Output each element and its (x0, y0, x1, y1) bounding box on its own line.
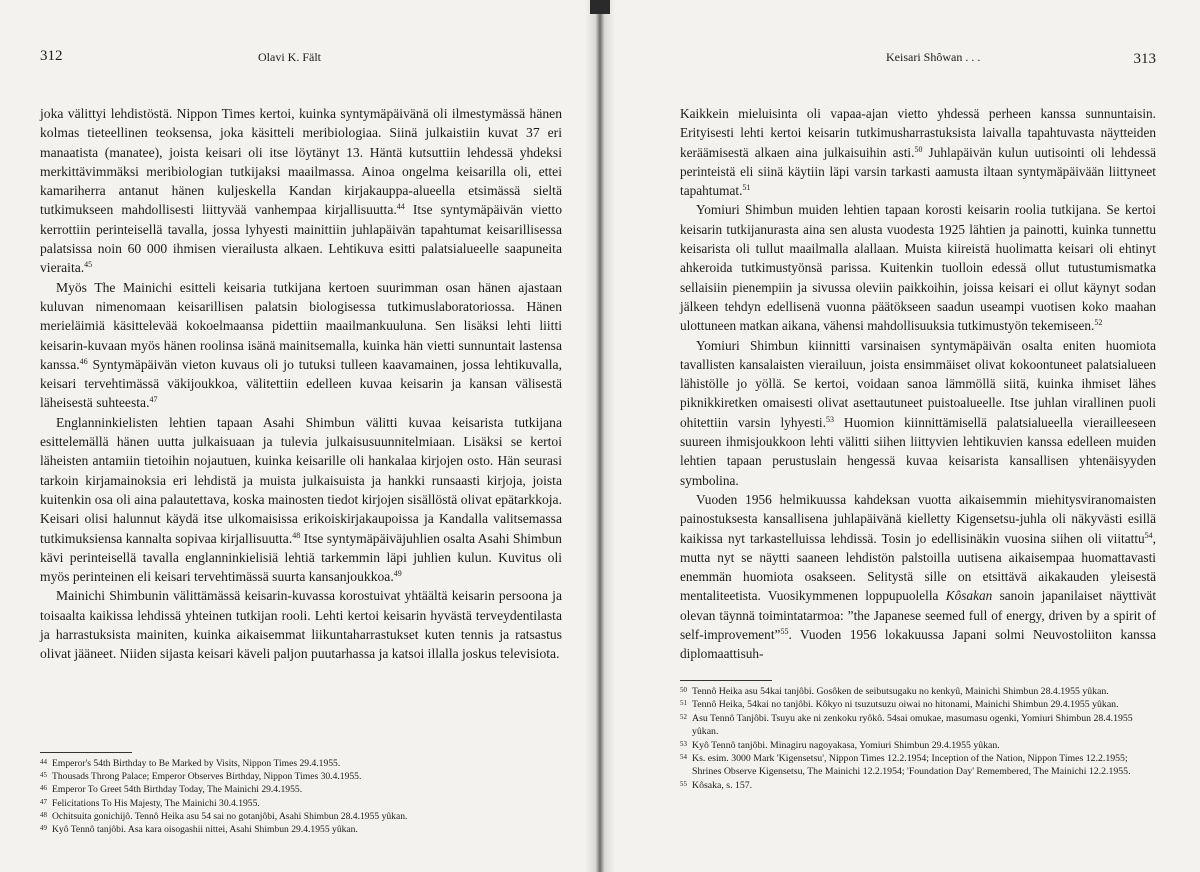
footnote-text: Ks. esim. 3000 Mark 'Kigensetsu', Nippon Times 12.2.1954; Inception of the Nation, Nippon Times 12.2.1955; Shrines Observe Kigensetsu, The Mainichi 12.2.1954; 'Foundation Day' Remembered, The Mainichi 12.2.1955. (692, 753, 1131, 778)
left-footnote-rule (40, 752, 132, 753)
paragraph: Vuoden 1956 helmikuussa kahdeksan vuotta aikaisemmin miehitysviranomaisten painostuksesta kansallisena juhlapäivänä kielletty Kigensetsu-juhla oli näkyvästi esillä kaikissa nyt tarkastelluissa lehdissä. Tosin jo edellisinäkin vuosina siihen oli viitattu$^{54}$, mutta nyt se näytti saaneen lehdistön palstoilla uutisena aikaisempaa huomattavasti enemmän huomiota osakseen. Selitystä sille on etsittävä aikakauden yleisestä mentaliteetista. Vuosikymmenen loppupuolella Kôsakan sanoin japanilaiset näyttivät olevan täynnä toimintatarmoa: ”the Japanese seemed full of energy, driven by a spirit of self-improvement”$^{55}$. Vuoden 1956 lokakuussa Japani solmi Neuvostoliiton kanssa diplomaattisuh- (680, 491, 1157, 662)
footnote-text: Asu Tennô Tanjôbi. Tsuyu ake ni zenkoku ryôkô. 54sai omukae, masumasu ogenki, Yomiuri Shimbun 28.4.1955 yûkan. (692, 712, 1133, 738)
footnote-text: Kôsaka, s. 157. (692, 779, 753, 791)
running-head-author: Olavi K. Fält (258, 50, 321, 64)
paragraph: Mainichi Shimbunin välittämässä keisarin-kuvassa korostuivat yhtäältä keisarin persoona ja toisaalta kaikissa lehdissä yhteinen tutkijan rooli. Lehti kertoi keisarin hyvästä terveydentilasta ja harrastuksista mainiten, kuinka aikaisemmat liikuntaharrastukset kuten tennis ja ratsastus olivat jääneet. Niiden sijasta keisari käveli paljon puutarhassa ja katsoi illalla joskus televisiota. (40, 588, 562, 662)
left-running-head (40, 48, 562, 68)
footnote (680, 779, 1156, 792)
paragraph: joka välittyi lehdistöstä. Nippon Times kertoi, kuinka syntymäpäivänä oli ilmestymässä hänen kolmas tieteellinen teoksensa, joka käsitteli meribiologiaa. Siinä julkaistiin kuvat 37 eri manaatista (manatee), joista keisari oli itse löytänyt 13. Häntä kutsuttiin lehdessä yhdeksi merkittävimmäksi meribiologian tutkijaksi maailmassa. Ainoa ongelma keisarilla oli, ettei kamariherra antanut hänen kuljeskella Kandan kirjakauppa-alueella etsimässä sieltä tutkimukseen mahdollisesti liittyvää vanhempaa kirjallisuutta.$^{44}$ Itse syntymäpäivän vietto kerrottiin perinteisellä tavalla, jossa lyhyesti mainittiin juhlapäivän tapahtumat keisarillisessa palatsissa noin 60 000 ihmisen vierailusta alkaen. Lehtikuva esitti palatsialueelle saapuneita vieraita.$^{45}$ (40, 106, 562, 276)
footnote-text: Thousads Throng Palace; Emperor Observes Birthday, Nippon Times 30.4.1955. (52, 771, 362, 783)
book-gutter-shadow (585, 0, 615, 872)
footnote-text: Felicitations To His Majesty, The Mainichi 30.4.1955. (52, 797, 260, 809)
footnote-text: Emperor To Greet 54th Birthday Today, The Mainichi 29.4.1955. (52, 784, 303, 796)
footnote-number: 52 (680, 712, 687, 721)
footnote (40, 783, 562, 796)
right-running-head (680, 48, 1156, 68)
footnote (40, 797, 562, 810)
footnote-number: 44 (40, 758, 47, 766)
footnote-text: Kyô Tennô tanjôbi. Asa kara oisogashii nittei, Asahi Shimbun 29.4.1955 yûkan. (52, 824, 358, 836)
page-number-right: 313 (1133, 51, 1156, 67)
footnote-text: Tennô Heika, 54kai no tanjôbi. Kôkyo ni tsuzutsuzu oiwai no hitonami, Mainichi Shimbun 29.4.1955 yûkan. (692, 699, 1119, 711)
footnote (40, 823, 562, 836)
footnote-text: Ochitsuita gonichijô. Tennô Heika asu 54 sai no gotanjôbi, Asahi Shimbun 28.4.1955 yûkan. (52, 810, 408, 822)
footnote-number: 54 (680, 753, 687, 762)
footnote (680, 739, 1156, 752)
footnote-number: 50 (680, 686, 687, 694)
footnote (40, 770, 562, 783)
footnote-number: 45 (40, 771, 47, 780)
footnote (680, 698, 1156, 711)
right-page (680, 0, 1156, 872)
footnote-number: 51 (680, 699, 687, 708)
left-footnotes (40, 757, 562, 836)
footnote (680, 685, 1156, 698)
left-page (40, 0, 562, 872)
right-footnote-rule (680, 680, 772, 681)
paragraph: Englanninkielisten lehtien tapaan Asahi Shimbun välitti kuvaa keisarista tutkijana esittelemällä hänen uutta julkaisuaan ja tulevia julkaisusuunnitelmiaan. Lisäksi se kertoi läheisten antamiin tietoihin nojautuen, kuinka keisarille oli hankalaa kirjojen osto. Hän seurasi tarkoin kirjamainoksia eri lehdistä ja muista julkaisuista ja hankki runsaasti kirjoja, joista kuitenkin osa oli aina palautettava, koska mainosten tiedot kirjojen sisällöstä olivat epätarkkoja. Keisari olisi halunnut käydä itse ulkomaisissa erikoiskirjakaupoissa ja Kandalla valitsemassa tutkimuksiensa kannalta sopivaa kirjallisuutta.$^{48}$ Itse syntymäpäiväjuhlien osalta Asahi Shimbun kävi perinteisellä tavalla englanninkielisiä lehtiä tarkemmin läpi juhlien kulun. Kuvitus oli myös perinteinen eli keisari tervehtimässä suurta kansanjoukkoa.$^{49}$ (40, 414, 562, 585)
footnote-text: Emperor's 54th Birthday to Be Marked by Visits, Nippon Times 29.4.1955. (52, 758, 341, 769)
footnote (40, 757, 562, 770)
paragraph: Myös The Mainichi esitteli keisaria tutkijana kertoen suurimman osan hänen ajastaan kuluvan nimenomaan keisarillisen palatsin biologisessa tutkimuslaboratoriossa. Hänen merieläimiä käsittelevää kokoelmaansa pidettiin maailmankuuluna. Sen lisäksi lehti liitti keisarin-kuvaan myös hänen roolinsa isänä mainitsemalla, kuinka hän vietti sunnuntait lastensa kanssa.$^{46}$ Syntymäpäivän vieton kuvaus oli jo tutuksi tulleen kaavamainen, jossa lehtikuvalla, keisari tervehtimässä väkijoukkoa, välitettiin edelleen kuvaa keisarin ja kansan välisestä läheisestä suhteesta.$^{47}$ (40, 279, 562, 411)
right-footnotes (680, 685, 1156, 792)
running-head-chapter: Keisari Shôwan . . . (886, 50, 981, 64)
footnote (40, 810, 562, 823)
footnote-number: 49 (40, 824, 47, 833)
paragraph: Kaikkein mieluisinta oli vapaa-ajan vietto yhdessä perheen kanssa sunnuntaisin. Erityisesti lehti kertoi keisarin tutkimusharrastuksista laivalla tapahtuvasta näytteiden keräämisestä alkaen aina julkaisuihin asti.$^{50}$ Juhlapäivän kulun uutisointi oli lehdessä perinteistä eli siinä käytiin läpi varsin tarkasti aamusta iltaan syntymäpäivään liittyneet tapahtumat.$^{51}$ (680, 106, 1156, 199)
footnote-number: 47 (40, 797, 47, 806)
footnote-number: 46 (40, 784, 47, 793)
footnote-text: Kyô Tennô tanjôbi. Minagiru nagoyakasa, Yomiuri Shimbun 29.4.1955 yûkan. (692, 739, 1000, 751)
footnote-number: 48 (40, 810, 47, 819)
footnote (680, 712, 1156, 739)
book-gutter-top (590, 0, 610, 14)
paragraph: Yomiuri Shimbun kiinnitti varsinaisen syntymäpäivän osalta eniten huomiota tavallisten kansalaisten vierailuun, joista ensimmäiset olivat kokoontuneet palatsialueen lähistölle jo yöllä. Se kertoi, voidaan sanoa lämmöllä siitä, kuinka ihmiset lähes piknikkiretken omaisesti olivat asettautuneet puistoalueelle. Itse juhlan virallinen puoli ohitettiin varsin lyhyesti.$^{53}$ Huomion kiinnittämisellä palatsialueella vierailleeseen suureen ihmisjoukkoon lehti välitti siihen liittyvien lehtikuvien kanssa edelleen muiden lehtien tapaan perustuslain hengessä kuvaa keisarista kansallisen yhtenäisyyden symbolina. (680, 337, 1157, 488)
footnote-number: 53 (680, 739, 687, 748)
footnote-text: Tennô Heika asu 54kai tanjôbi. Gosôken de seibutsugaku no kenkyû, Mainichi Shimbun 28.4.1955 yûkan. (692, 686, 1109, 697)
footnote (680, 752, 1156, 779)
left-body-text (40, 104, 562, 664)
paragraph: Yomiuri Shimbun muiden lehtien tapaan korosti keisarin roolia tutkijana. Se kertoi keisarin tutkijanurasta aina sen alusta vuodesta 1925 lähtien ja painotti, kuinka tunnettu keisarista oli tullut maailmalla alallaan. Muista kiireistä huolimatta keisari oli ehtinyt ahkeroida tutkimustyönsä parissa. Kuitenkin tuolloin edessä ollut tutustumismatka sellaisiin pienempiin ja sivussa oleviin paikkoihin, joissa keisari ei ollut käynyt sodan jälkeen tehdyn edellisenä vuonna päätökseen saadun useampi vuotisen koko maahan ulottuneen matkan aikana, vähensi mahdollisuuksia tutkimustyön tekemiseen.$^{52}$ (680, 202, 1156, 334)
page-number-left: 312 (40, 48, 63, 64)
footnote-number: 55 (680, 779, 687, 788)
right-body-text (680, 104, 1156, 664)
